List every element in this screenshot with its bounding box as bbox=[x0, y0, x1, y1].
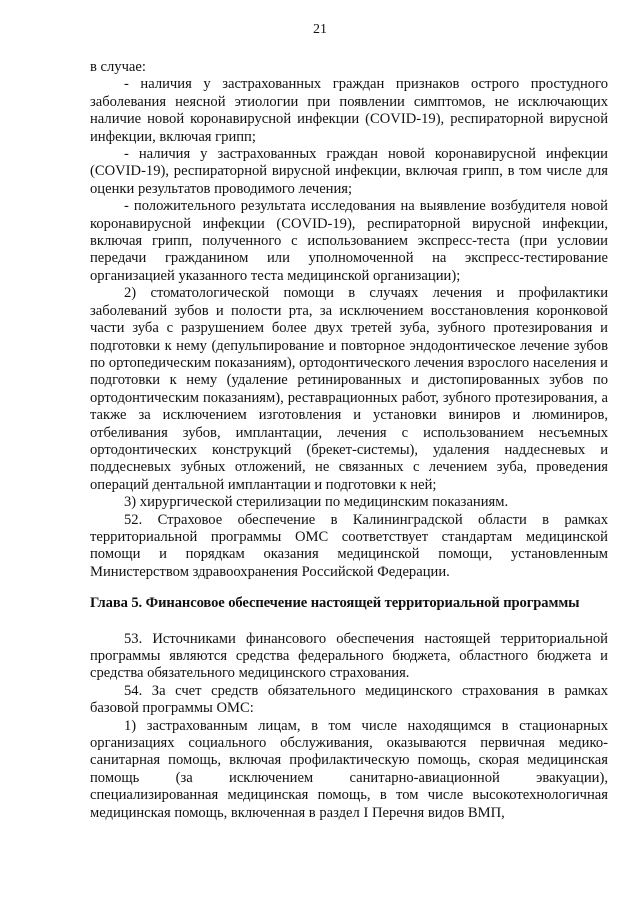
paragraph-54: 54. За счет средств обязательного медицинского страхования в рамках базовой программы ОМС: bbox=[90, 682, 608, 717]
paragraph-53: 53. Источниками финансового обеспечения настоящей территориальной программы являются средства федерального бюджета, областного бюджета и средства обязательного медицинского страхования. bbox=[90, 630, 608, 682]
paragraph-list-item: - наличия у застрахованных граждан новой коронавирусной инфекции (COVID-19), респираторной вирусной инфекции, включая грипп, в том числе для оценки результатов проводимого лечения; bbox=[90, 146, 608, 197]
paragraph-54-item-1: 1) застрахованным лицам, в том числе находящимся в стационарных организациях социального обслуживания, оказываются первичная медико-санитарная помощь, включая профилактическую помощь, скорая медицинская помощь (за исключением санитарно-авиационной эвакуации), специализированная медицинская помощь, в том числе высокотехнологичная медицинская помощь, включенная в раздел I Перечня видов ВМП, bbox=[90, 717, 608, 821]
chapter-heading: Глава 5. Финансовое обеспечение настоящей территориальной программы bbox=[90, 595, 580, 612]
paragraph-sterilization: 3) хирургической стерилизации по медицинским показаниям. bbox=[124, 494, 509, 511]
page-number: 21 bbox=[313, 22, 327, 37]
paragraph-dental-care: 2) стоматологической помощи в случаях лечения и профилактики заболеваний зубов и полости рта, за исключением восстановления коронковой части зуба с разрушением более двух третей зуба, зубного протезирования и подготовки к нему (депульпирование и повторное эндодонтическое лечение зубов по ортопедическим показаниям), ортодонтического лечения взрослого населения и подготовки к нему (удаление ретинированных и дистопированных зубов по ортодонтическим показаниям), реставрационных работ, зубного протезирования, а также за исключением изготовления и установки виниров и люминиров, отбеливания зубов, имплантации, лечения с использованием несъемных ортодонтических конструкций (брекет-системы), удаления наддесневых и поддесневых зубных отложений, не связанных с лечением зуба, проведения операций дентальной имплантации и подготовки к ней; bbox=[90, 285, 608, 493]
document-body bbox=[90, 59, 608, 822]
paragraph-intro: в случае: bbox=[90, 59, 146, 75]
paragraph-list-item: - наличия у застрахованных граждан признаков острого простудного заболевания неясной этиологии при появлении симптомов, не исключающих наличие новой коронавирусной инфекции (COVID-19), респираторной вирусной инфекции, включая грипп; bbox=[90, 76, 608, 145]
paragraph-52: 52. Страховое обеспечение в Калининградской области в рамках территориальной программы ОМС соответствует стандартам медицинской помощи и порядкам оказания медицинской помощи, установленным Министерством здравоохранения Российской Федерации. bbox=[90, 511, 608, 580]
paragraph-list-item: - положительного результата исследования на выявление возбудителя новой коронавирусной инфекции (COVID-19), респираторной вирусной инфекции, включая грипп, полученного с использованием экспресс-теста (при условии передачи гражданином или уполномоченной на экспресс-тестирование организацией указанного теста медицинской организации); bbox=[90, 198, 608, 284]
